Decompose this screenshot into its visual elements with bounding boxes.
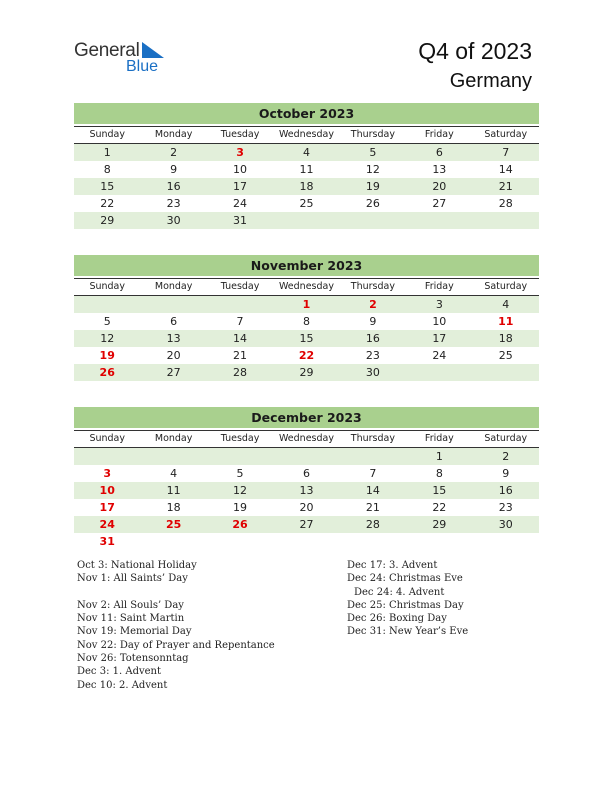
page-title: Q4 of 2023 — [418, 38, 532, 64]
holiday-entry: Nov 2: All Souls’ Day — [77, 599, 184, 611]
day-cell: 15 — [299, 332, 314, 345]
day-cell: 9 — [170, 163, 178, 176]
weekday-label: Saturday — [484, 433, 528, 444]
week-row — [74, 296, 539, 313]
weekday-label: Sunday — [89, 433, 125, 444]
day-cell: 30 — [498, 518, 513, 531]
day-cell: 15 — [100, 180, 115, 193]
day-cell — [340, 533, 406, 550]
holiday-day-cell: 19 — [99, 349, 115, 362]
day-cell: 7 — [502, 146, 510, 159]
weekday-label: Wednesday — [278, 129, 334, 140]
day-cell: 21 — [498, 180, 513, 193]
weekday-label: Friday — [424, 129, 454, 140]
weekday-header-row — [74, 126, 539, 144]
day-cell: 17 — [233, 180, 248, 193]
day-cell: 19 — [365, 180, 380, 193]
holiday-day-cell: 11 — [498, 315, 514, 328]
day-cell: 13 — [299, 484, 314, 497]
day-cell — [406, 364, 472, 381]
day-cell: 25 — [498, 349, 513, 362]
brand-name-blue: Blue — [126, 58, 159, 75]
weekday-label: Tuesday — [220, 433, 260, 444]
day-cell: 28 — [365, 518, 380, 531]
holiday-entry: Nov 26: Totensonntag — [77, 653, 189, 665]
weekday-label: Saturday — [484, 281, 528, 292]
day-cell: 6 — [170, 315, 178, 328]
holiday-entry: Dec 10: 2. Advent — [77, 679, 168, 691]
day-cell: 4 — [302, 146, 310, 159]
day-cell — [140, 533, 206, 550]
holiday-entry: Dec 24: 4. Advent — [354, 586, 445, 598]
holiday-list-left — [77, 559, 275, 692]
day-cell: 5 — [103, 315, 111, 328]
day-cell: 18 — [166, 501, 181, 514]
day-cell: 9 — [369, 315, 377, 328]
day-cell: 29 — [100, 214, 115, 227]
holiday-day-cell: 2 — [369, 298, 377, 311]
day-cell: 6 — [302, 467, 310, 480]
day-cell: 20 — [432, 180, 447, 193]
holiday-day-cell: 3 — [236, 146, 244, 159]
day-cell: 28 — [233, 366, 248, 379]
week-row — [74, 144, 539, 161]
weekday-label: Monday — [154, 433, 193, 444]
day-cell: 10 — [432, 315, 447, 328]
day-cell: 2 — [170, 146, 178, 159]
day-cell: 10 — [233, 163, 248, 176]
day-cell — [140, 296, 206, 313]
day-cell: 9 — [502, 467, 510, 480]
calendar-december — [74, 407, 539, 550]
day-cell: 24 — [432, 349, 447, 362]
holiday-day-cell: 24 — [99, 518, 115, 531]
holiday-day-cell: 10 — [99, 484, 115, 497]
day-cell: 18 — [498, 332, 513, 345]
holiday-entry: Nov 1: All Saints’ Day — [77, 573, 188, 585]
weekday-label: Wednesday — [278, 433, 334, 444]
day-cell: 11 — [166, 484, 181, 497]
day-cell: 27 — [166, 366, 181, 379]
holiday-day-cell: 17 — [99, 501, 115, 514]
weekday-label: Thursday — [350, 433, 395, 444]
weekday-label: Monday — [154, 129, 193, 140]
holiday-entry: Nov 11: Saint Martin — [77, 613, 185, 625]
day-cell: 21 — [365, 501, 380, 514]
brand-logo — [74, 40, 159, 75]
day-cell: 16 — [365, 332, 380, 345]
week-row — [74, 482, 539, 499]
day-cell: 5 — [236, 467, 244, 480]
weekday-label: Tuesday — [220, 281, 260, 292]
day-cell: 14 — [365, 484, 380, 497]
day-cell: 30 — [365, 366, 380, 379]
day-cell: 16 — [166, 180, 181, 193]
holiday-entry: Dec 31: New Year’s Eve — [347, 626, 469, 638]
day-cell: 28 — [498, 197, 513, 210]
week-row — [74, 533, 539, 550]
calendar-october — [74, 103, 539, 229]
day-cell: 12 — [233, 484, 248, 497]
day-cell: 14 — [498, 163, 513, 176]
day-cell: 20 — [299, 501, 314, 514]
weekday-label: Thursday — [350, 281, 395, 292]
day-cell: 8 — [435, 467, 443, 480]
holiday-day-cell: 22 — [298, 349, 315, 362]
month-title: November 2023 — [74, 255, 539, 276]
day-cell: 22 — [100, 197, 115, 210]
day-cell: 30 — [166, 214, 181, 227]
week-row — [74, 499, 539, 516]
week-row — [74, 161, 539, 178]
week-row — [74, 516, 539, 533]
week-row — [74, 178, 539, 195]
day-cell: 24 — [233, 197, 248, 210]
day-cell: 23 — [498, 501, 513, 514]
calendar-november — [74, 255, 539, 381]
day-cell — [74, 448, 140, 465]
weekday-label: Thursday — [350, 129, 395, 140]
holiday-entry: Dec 3: 1. Advent — [77, 666, 161, 678]
day-cell — [207, 533, 273, 550]
day-cell: 17 — [432, 332, 447, 345]
week-row — [74, 313, 539, 330]
list-spacer — [77, 586, 275, 599]
brand-name-general: General — [74, 40, 140, 61]
weekday-label: Monday — [154, 281, 193, 292]
day-cell — [406, 533, 472, 550]
day-cell: 26 — [365, 197, 380, 210]
country-name: Germany — [449, 70, 532, 92]
week-row — [74, 448, 539, 465]
day-cell: 18 — [299, 180, 314, 193]
weekday-label: Tuesday — [220, 129, 260, 140]
day-cell: 31 — [233, 214, 248, 227]
day-cell — [207, 448, 273, 465]
day-cell: 27 — [432, 197, 447, 210]
day-cell: 4 — [502, 298, 510, 311]
week-row — [74, 330, 539, 347]
week-row — [74, 212, 539, 229]
day-cell: 11 — [299, 163, 314, 176]
day-cell: 7 — [369, 467, 377, 480]
day-cell: 29 — [299, 366, 314, 379]
holiday-day-cell: 1 — [302, 298, 311, 311]
day-cell — [207, 296, 273, 313]
holiday-entry: Dec 25: Christmas Day — [347, 599, 464, 611]
day-cell: 13 — [432, 163, 447, 176]
day-cell: 12 — [100, 332, 115, 345]
day-cell — [140, 448, 206, 465]
day-cell: 19 — [233, 501, 248, 514]
day-cell — [273, 448, 339, 465]
holiday-entry: Dec 17: 3. Advent — [347, 560, 438, 571]
day-cell: 8 — [302, 315, 310, 328]
weekday-label: Sunday — [89, 281, 125, 292]
day-cell — [473, 533, 539, 550]
weekday-label: Friday — [424, 281, 454, 292]
holiday-day-cell: 26 — [232, 518, 248, 531]
holiday-entry: Dec 24: Christmas Eve — [347, 573, 463, 585]
day-cell: 21 — [233, 349, 248, 362]
holiday-day-cell: 25 — [165, 518, 182, 531]
day-cell: 1 — [435, 450, 443, 463]
weekday-label: Sunday — [89, 129, 125, 140]
day-cell — [406, 212, 472, 229]
week-row — [74, 347, 539, 364]
day-cell: 4 — [170, 467, 178, 480]
day-cell: 5 — [369, 146, 377, 159]
day-cell: 6 — [435, 146, 443, 159]
day-cell — [340, 212, 406, 229]
day-cell: 29 — [432, 518, 447, 531]
week-row — [74, 195, 539, 212]
day-cell — [473, 364, 539, 381]
day-cell — [273, 212, 339, 229]
day-cell — [340, 448, 406, 465]
day-cell: 14 — [233, 332, 248, 345]
week-row — [74, 465, 539, 482]
holiday-entry: Dec 26: Boxing Day — [347, 613, 447, 625]
day-cell: 3 — [435, 298, 443, 311]
day-cell: 7 — [236, 315, 244, 328]
day-cell: 16 — [498, 484, 513, 497]
month-title: October 2023 — [74, 103, 539, 124]
day-cell: 2 — [502, 450, 510, 463]
day-cell: 1 — [103, 146, 111, 159]
day-cell: 8 — [103, 163, 111, 176]
holiday-list-right — [347, 559, 468, 639]
day-cell — [473, 212, 539, 229]
day-cell: 25 — [299, 197, 314, 210]
weekday-label: Saturday — [484, 129, 528, 140]
day-cell: 27 — [299, 518, 314, 531]
holiday-day-cell: 26 — [99, 366, 115, 379]
weekday-label: Friday — [424, 433, 454, 444]
holiday-entry: Nov 22: Day of Prayer and Repentance — [77, 639, 275, 651]
weekday-label: Wednesday — [278, 281, 334, 292]
logo-flag-icon — [142, 42, 164, 58]
day-cell: 23 — [365, 349, 380, 362]
week-row — [74, 364, 539, 381]
holiday-entry: Oct 3: National Holiday — [77, 560, 197, 571]
holiday-entry: Nov 19: Memorial Day — [77, 626, 192, 638]
month-title: December 2023 — [74, 407, 539, 428]
day-cell — [74, 296, 140, 313]
weekday-header-row — [74, 430, 539, 448]
weekday-header-row — [74, 278, 539, 296]
holiday-day-cell: 3 — [103, 467, 112, 480]
day-cell: 15 — [432, 484, 447, 497]
day-cell: 12 — [365, 163, 380, 176]
day-cell: 23 — [166, 197, 181, 210]
day-cell: 20 — [166, 349, 181, 362]
day-cell: 22 — [432, 501, 447, 514]
day-cell — [273, 533, 339, 550]
holiday-day-cell: 31 — [99, 535, 115, 548]
day-cell: 13 — [166, 332, 181, 345]
